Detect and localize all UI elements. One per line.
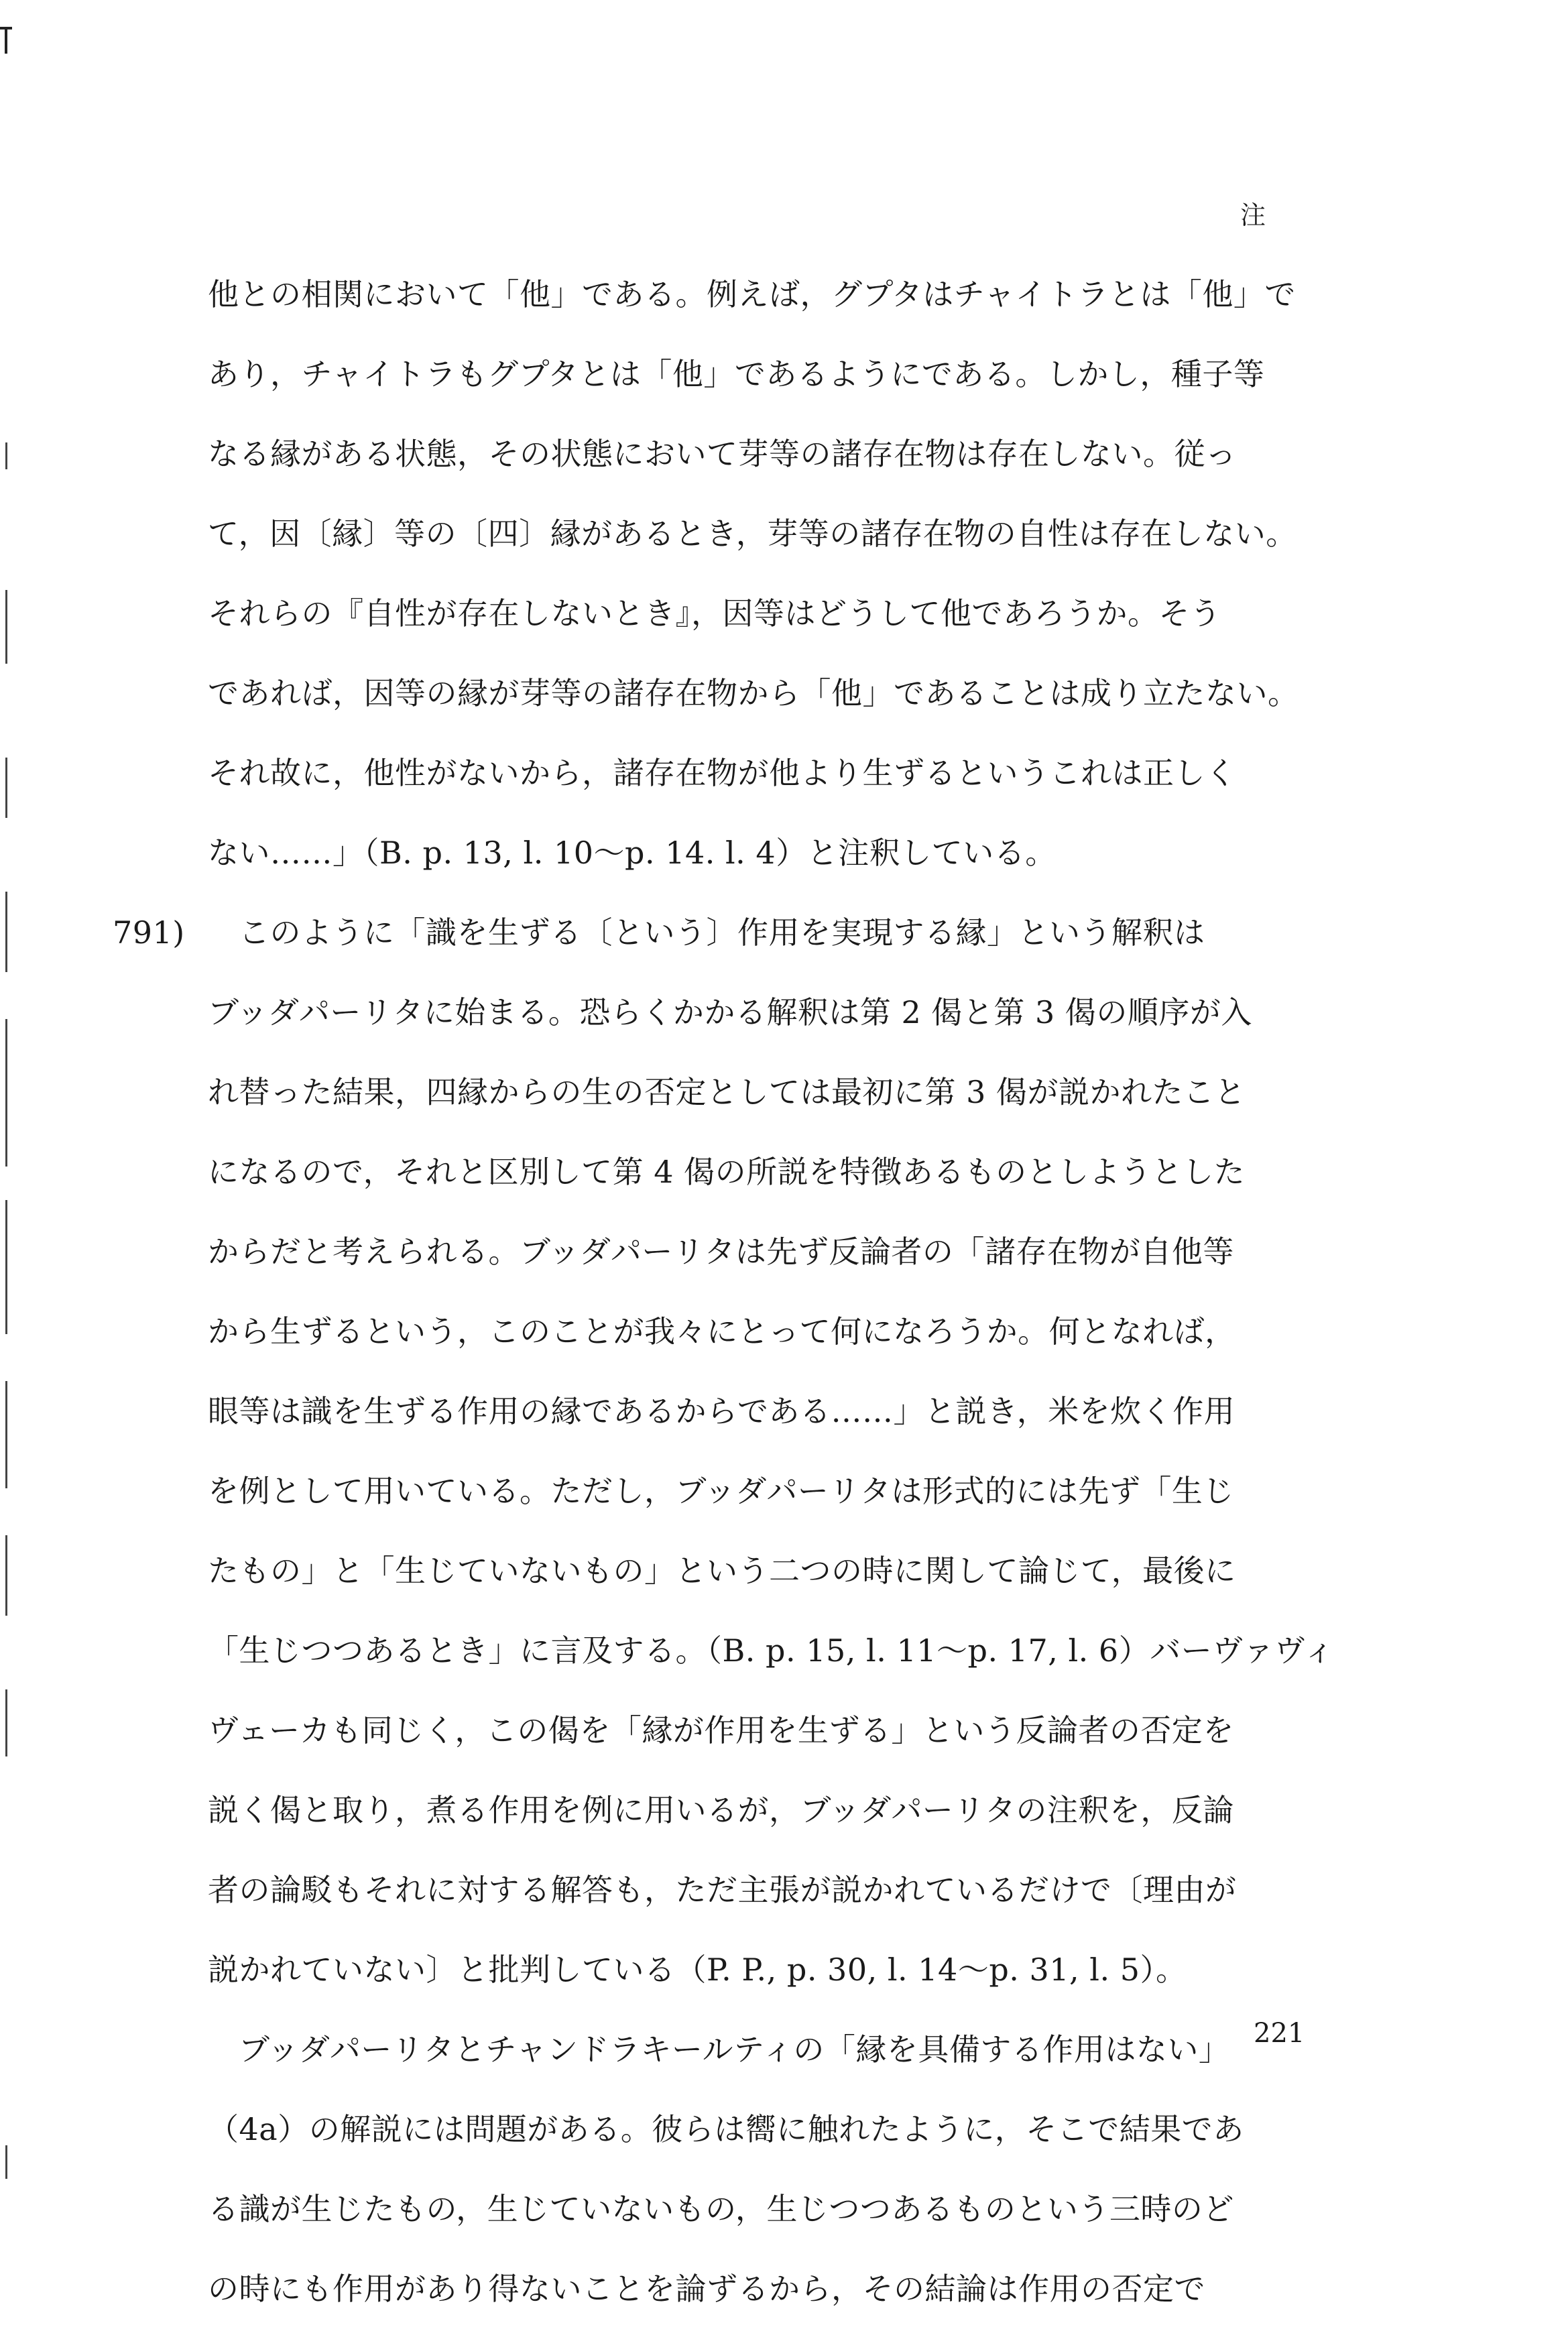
text-line: ヴェーカも同じく，この偈を「縁が作用を生ずる」という反論者の否定を [208, 1712, 1234, 1748]
text-line: 他との相関において「他」である。例えば，グプタはチャイトラとは「他」で [208, 276, 1296, 312]
corner-crop-mark [0, 27, 12, 54]
text-line: の時にも作用があり得ないことを論ずるから，その結論は作用の否定で [208, 2271, 1205, 2307]
text-line: 「生じつつあるとき」に言及する。（B. p. 15, l. 11〜p. 17, l. 6）バーヴァヴィ [208, 1632, 1335, 1669]
text-line: このように「識を生ずる〔という〕作用を実現する縁」という解釈は [239, 914, 1205, 951]
text-line: それらの『自性が存在しないとき』，因等はどうして他であろうか。そう [208, 595, 1221, 632]
text-line: 者の論駁もそれに対する解答も，ただ主張が説かれているだけで〔理由が [208, 1872, 1237, 1908]
text-line: 説かれていない〕と批判している（P. P., p. 30, l. 14〜p. 31, l. 5）。 [208, 1952, 1187, 1988]
text-line: を例として用いている。ただし，ブッダパーリタは形式的には先ず「生じ [208, 1473, 1234, 1509]
scan-edge-mark [5, 1200, 7, 1334]
scan-edge-mark [5, 590, 7, 664]
text-line: ブッダパーリタに始まる。恐らくかかる解釈は第 2 偈と第 3 偈の順序が入 [208, 994, 1252, 1030]
text-line: たもの」と「生じていないもの」という二つの時に関して論じて，最後に [208, 1553, 1236, 1589]
scan-edge-mark [5, 1381, 7, 1488]
body-text [113, 255, 1341, 2329]
scan-edge-mark [5, 892, 7, 972]
scan-edge-mark [5, 758, 7, 818]
text-line: から生ずるという，このことが我々にとって何になろうか。何となれば， [208, 1313, 1236, 1350]
text-line: （4a）の解説には問題がある。彼らは嚮に触れたように，そこで結果であ [208, 2111, 1244, 2147]
text-line: 眼等は識を生ずる作用の縁であるからである……」と説き，米を炊く作用 [208, 1393, 1235, 1429]
text-line: 説く偈と取り，煮る作用を例に用いるが，ブッダパーリタの注釈を，反論 [208, 1792, 1234, 1828]
text-line: なる縁がある状態，その状態において芽等の諸存在物は存在しない。従っ [208, 436, 1237, 472]
scan-edge-mark [5, 1689, 7, 1756]
text-line: る識が生じたもの，生じていないもの，生じつつあるものという三時のど [208, 2191, 1234, 2227]
scan-edge-mark [5, 2145, 7, 2179]
text-line: れ替った結果，四縁からの生の否定としては最初に第 3 偈が説かれたこと [208, 1074, 1246, 1110]
text-line: になるので，それと区別して第 4 偈の所説を特徴あるものとしようとした [208, 1154, 1246, 1190]
text-line: であれば，因等の縁が芽等の諸存在物から「他」であることは成り立たない。 [208, 675, 1299, 711]
scan-edge-mark [5, 442, 7, 469]
scan-edge-mark [5, 1019, 7, 1167]
text-line: からだと考えられる。ブッダパーリタは先ず反論者の「諸存在物が自他等 [208, 1234, 1234, 1270]
page-number: 221 [1254, 2018, 1305, 2049]
note-first-line [113, 893, 1341, 973]
paragraph-first-line: ブッダパーリタとチャンドラキールティの「縁を具備する作用はない」 [239, 2031, 1230, 2068]
text-line: あり，チャイトラもグプタとは「他」であるようにである。しかし，種子等 [208, 356, 1265, 392]
running-head: 注 [1240, 200, 1268, 230]
text-line: ない……」（B. p. 13, l. 10〜p. 14. l. 4）と注釈している。 [208, 835, 1057, 871]
note-number: 791) [113, 914, 185, 951]
text-line: それ故に，他性がないから，諸存在物が他より生ずるというこれは正しく [208, 755, 1237, 791]
scan-edge-mark [5, 1535, 7, 1616]
text-line: て，因〔縁〕等の〔四〕縁があるとき，芽等の諸存在物の自性は存在しない。 [208, 516, 1297, 552]
